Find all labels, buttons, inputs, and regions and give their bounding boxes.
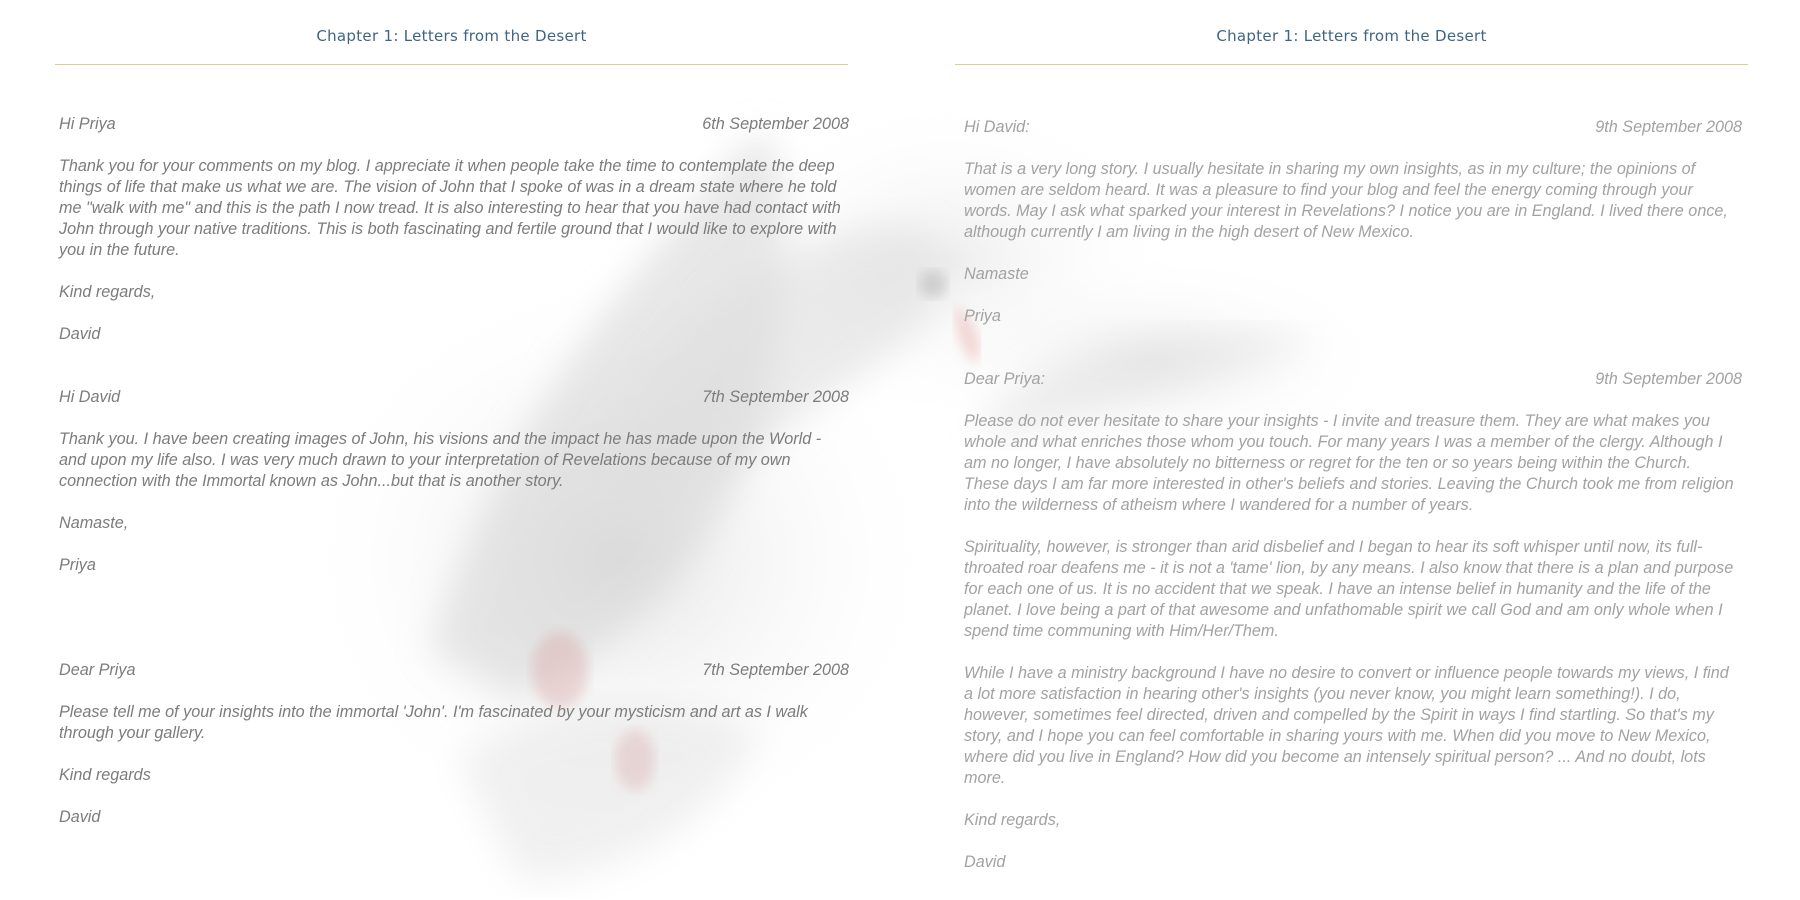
letter-greeting: Hi David: [964,118,1030,136]
letter-greeting: Hi Priya [59,115,116,133]
letter-2 [59,387,849,576]
letter-date: 6th September 2008 [702,115,849,133]
letter-paragraph: Thank you for your comments on my blog. I appreciate it when people take the time to contemplate the deep things of life that make us what we are. The vision of John that I spoke of was in a dream state where he told me "walk with me" and this is the path I now tread. It is also interesting to hear that you have had contact with John through your native traditions. This is both fascinating and fertile ground that I would like to explore with you in the future. [59,157,841,259]
letter-3 [59,660,849,828]
left-header-rule [55,64,848,65]
letter-date: 7th September 2008 [702,388,849,406]
letter-greeting: Hi David [59,388,121,406]
letter-paragraph: Please do not ever hesitate to share your insights - I invite and treasure them. They are what makes you whole and what enriches those whom you touch. For many years I was a member of the clergy. Although I am no longer, I have absolutely no bitterness or regret for the ten or so years being within the Church. These days I am far more interested in other's beliefs and stories. Leaving the Church took me from religion into the wilderness of atheism where I wandered for a number of years. [964,412,1734,514]
letter-greeting: Dear Priya: [964,370,1045,388]
letter-closing: Namaste [964,265,1029,283]
letter-1 [59,114,849,345]
letter-closing: Kind regards [59,766,151,784]
letter-signature: Priya [964,307,1001,325]
letter-closing: Kind regards, [964,811,1061,829]
letter-paragraph: Please tell me of your insights into the immortal 'John'. I'm fascinated by your mysticism and art as I walk through your gallery. [59,703,808,742]
letter-date: 7th September 2008 [702,661,849,679]
letter-signature: David [59,325,101,343]
letter-signature: David [964,853,1006,871]
letter-closing: Kind regards, [59,283,156,301]
letter-signature: David [59,808,101,826]
right-page [955,0,1755,900]
letter-4 [964,117,1742,327]
letter-signature: Priya [59,556,96,574]
letter-paragraph: Thank you. I have been creating images of John, his visions and the impact he has made upon the World - and upon my life also. I was very much drawn to your interpretation of Revelations because of my own connection with the Immortal known as John...but that is another story. [59,430,822,490]
letter-greeting: Dear Priya [59,661,136,679]
letter-5 [964,369,1742,873]
letter-closing: Namaste, [59,514,129,532]
letter-date: 9th September 2008 [1595,370,1742,388]
right-chapter-header: Chapter 1: Letters from the Desert [1216,27,1487,45]
right-header-rule [955,64,1748,65]
left-page [55,0,855,900]
letter-paragraph: Spirituality, however, is stronger than arid disbelief and I began to hear its soft whisper until now, its full-throated roar deafens me - it is not a 'tame' lion, by any means. I also know that there is a plan and purpose for each one of us. It is no accident that we speak. I have an intense belief in humanity and the life of the planet. I love being a part of that awesome and unfathomable spirit we call God and am only whole when I spend time communing with Him/Her/Them. [964,538,1734,640]
letter-date: 9th September 2008 [1595,118,1742,136]
letter-paragraph: While I have a ministry background I have no desire to convert or influence people towards my views, I find a lot more satisfaction in hearing other's insights (you never know, you might learn something!). I do, however, sometimes feel directed, driven and compelled by the Spirit in ways I find startling. So that's my story, and I hope you can feel comfortable in sharing yours with me. When did you move to New Mexico, where did you live in England? How did you become an intensely spiritual person? ... And no doubt, lots more. [964,664,1729,787]
left-chapter-header: Chapter 1: Letters from the Desert [316,27,587,45]
letter-paragraph: That is a very long story. I usually hesitate in sharing my own insights, as in my culture; the opinions of women are seldom heard. It was a pleasure to find your blog and feel the energy coming through your words. May I ask what sparked your interest in Revelations? I notice you are in England. I lived there once, although currently I am living in the high desert of New Mexico. [964,160,1728,241]
